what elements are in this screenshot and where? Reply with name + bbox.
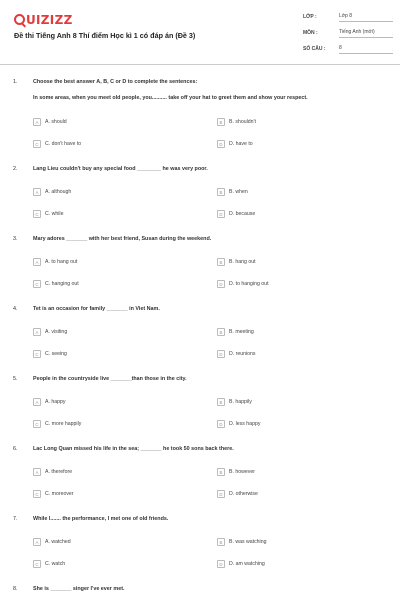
option-key: C [33, 210, 41, 218]
option-b[interactable] [217, 258, 256, 266]
option-text: C. watch [45, 561, 66, 567]
question-text: Choose the best answer A, B, C or D to complete the sentences: [33, 79, 198, 85]
option-a[interactable] [33, 328, 67, 336]
option-d[interactable] [217, 560, 265, 568]
option-key: D [217, 350, 225, 358]
option-key: B [217, 398, 225, 406]
option-text: A. although [45, 189, 72, 195]
option-key: B [217, 118, 225, 126]
option-text: D. to hanging out [229, 281, 269, 287]
option-c[interactable] [33, 210, 63, 218]
option-text: C. don't have to [45, 141, 82, 147]
question-text: She is _______ singer I've ever met. [33, 586, 125, 592]
option-text: C. hanging out [45, 281, 79, 287]
worksheet-header [0, 0, 400, 62]
question-text: People in the countryside live _______than those in the city. [33, 376, 187, 382]
option-b[interactable] [217, 398, 252, 406]
question-subtext: In some areas, when you meet old people, you.......... take off your hat to greet them and show your respect. [33, 95, 308, 101]
option-a[interactable] [33, 258, 77, 266]
option-a[interactable] [33, 188, 71, 196]
question-number: 4. [13, 306, 18, 312]
option-text: B. happily [229, 399, 252, 405]
option-b[interactable] [217, 118, 256, 126]
option-text: B. hang out [229, 259, 256, 265]
option-d[interactable] [217, 280, 269, 288]
meta-fields [303, 9, 393, 57]
option-text: A. should [45, 119, 67, 125]
option-text: A. watched [45, 539, 71, 545]
header-divider [0, 64, 400, 65]
option-key: A [33, 398, 41, 406]
option-key: B [217, 188, 225, 196]
option-c[interactable] [33, 420, 81, 428]
option-key: C [33, 140, 41, 148]
option-c[interactable] [33, 350, 67, 358]
option-text: B. was watching [229, 539, 267, 545]
option-key: D [217, 140, 225, 148]
option-key: B [217, 538, 225, 546]
question-number: 3. [13, 236, 18, 242]
option-d[interactable] [217, 210, 255, 218]
option-key: D [217, 280, 225, 288]
question-number: 7. [13, 516, 18, 522]
option-key: A [33, 188, 41, 196]
question-number: 6. [13, 446, 18, 452]
option-key: A [33, 538, 41, 546]
option-key: A [33, 118, 41, 126]
option-a[interactable] [33, 468, 72, 476]
option-d[interactable] [217, 420, 260, 428]
meta-value[interactable]: 8 [339, 45, 393, 54]
logo-q-icon [14, 14, 25, 25]
option-text: B. meeting [229, 329, 254, 335]
option-key: D [217, 490, 225, 498]
meta-row-count [303, 41, 393, 57]
question-text: Tet is an occasion for family _______ in Viet Nam. [33, 306, 160, 312]
option-a[interactable] [33, 118, 67, 126]
option-text: A. visiting [45, 329, 68, 335]
question-number: 5. [13, 376, 18, 382]
option-d[interactable] [217, 350, 256, 358]
meta-label: SỐ CÂU : [303, 46, 326, 52]
page-title: Đề thi Tiếng Anh 8 Thí điểm Học kì 1 có đáp án (Đề 3) [14, 31, 196, 40]
option-text: A. to hang out [45, 259, 78, 265]
option-d[interactable] [217, 490, 258, 498]
option-text: A. happy [45, 399, 66, 405]
option-text: D. reunions [229, 351, 256, 357]
question-text: Lang Lieu couldn't buy any special food ________ he was very poor. [33, 166, 208, 172]
option-key: D [217, 560, 225, 568]
option-text: C. seeing [45, 351, 67, 357]
meta-label: MÔN : [303, 30, 318, 36]
meta-row-class [303, 9, 393, 25]
option-b[interactable] [217, 328, 254, 336]
option-b[interactable] [217, 188, 248, 196]
option-key: D [217, 420, 225, 428]
option-key: C [33, 350, 41, 358]
meta-label: LỚP : [303, 14, 317, 20]
option-b[interactable] [217, 468, 255, 476]
option-text: B. however [229, 469, 255, 475]
option-key: C [33, 280, 41, 288]
option-key: C [33, 490, 41, 498]
option-c[interactable] [33, 140, 81, 148]
option-c[interactable] [33, 560, 65, 568]
option-a[interactable] [33, 398, 65, 406]
option-b[interactable] [217, 538, 266, 546]
option-text: B. shouldn't [229, 119, 256, 125]
option-text: B. when [229, 189, 248, 195]
quizizz-logo [14, 13, 73, 27]
option-text: D. have to [229, 141, 253, 147]
logo-text: UIZIZZ [26, 13, 73, 27]
option-text: D. otherwise [229, 491, 258, 497]
option-key: D [217, 210, 225, 218]
option-c[interactable] [33, 490, 74, 498]
option-a[interactable] [33, 538, 71, 546]
option-text: C. more happily [45, 421, 82, 427]
option-key: A [33, 258, 41, 266]
meta-value[interactable]: Lớp 8 [339, 13, 393, 22]
option-key: C [33, 560, 41, 568]
meta-value[interactable]: Tiếng Anh (mới) [339, 29, 393, 38]
option-text: D. less happy [229, 421, 261, 427]
question-number: 1. [13, 79, 18, 85]
option-key: B [217, 258, 225, 266]
option-text: C. moreover [45, 491, 74, 497]
meta-row-subject [303, 25, 393, 41]
question-text: While I....... the performance, I met one of old friends. [33, 516, 169, 522]
option-text: A. therefore [45, 469, 73, 475]
question-number: 8. [13, 586, 18, 592]
option-d[interactable] [217, 140, 253, 148]
option-text: C. while [45, 211, 64, 217]
option-key: A [33, 328, 41, 336]
question-number: 2. [13, 166, 18, 172]
question-text: Lac Long Quan missed his life in the sea; _______ he took 50 sons back there. [33, 446, 234, 452]
option-text: D. because [229, 211, 256, 217]
option-key: B [217, 468, 225, 476]
option-key: C [33, 420, 41, 428]
question-text: Mary adores _______ with her best friend, Susan during the weekend. [33, 236, 212, 242]
option-key: B [217, 328, 225, 336]
option-key: A [33, 468, 41, 476]
option-text: D. am watching [229, 561, 265, 567]
option-c[interactable] [33, 280, 79, 288]
